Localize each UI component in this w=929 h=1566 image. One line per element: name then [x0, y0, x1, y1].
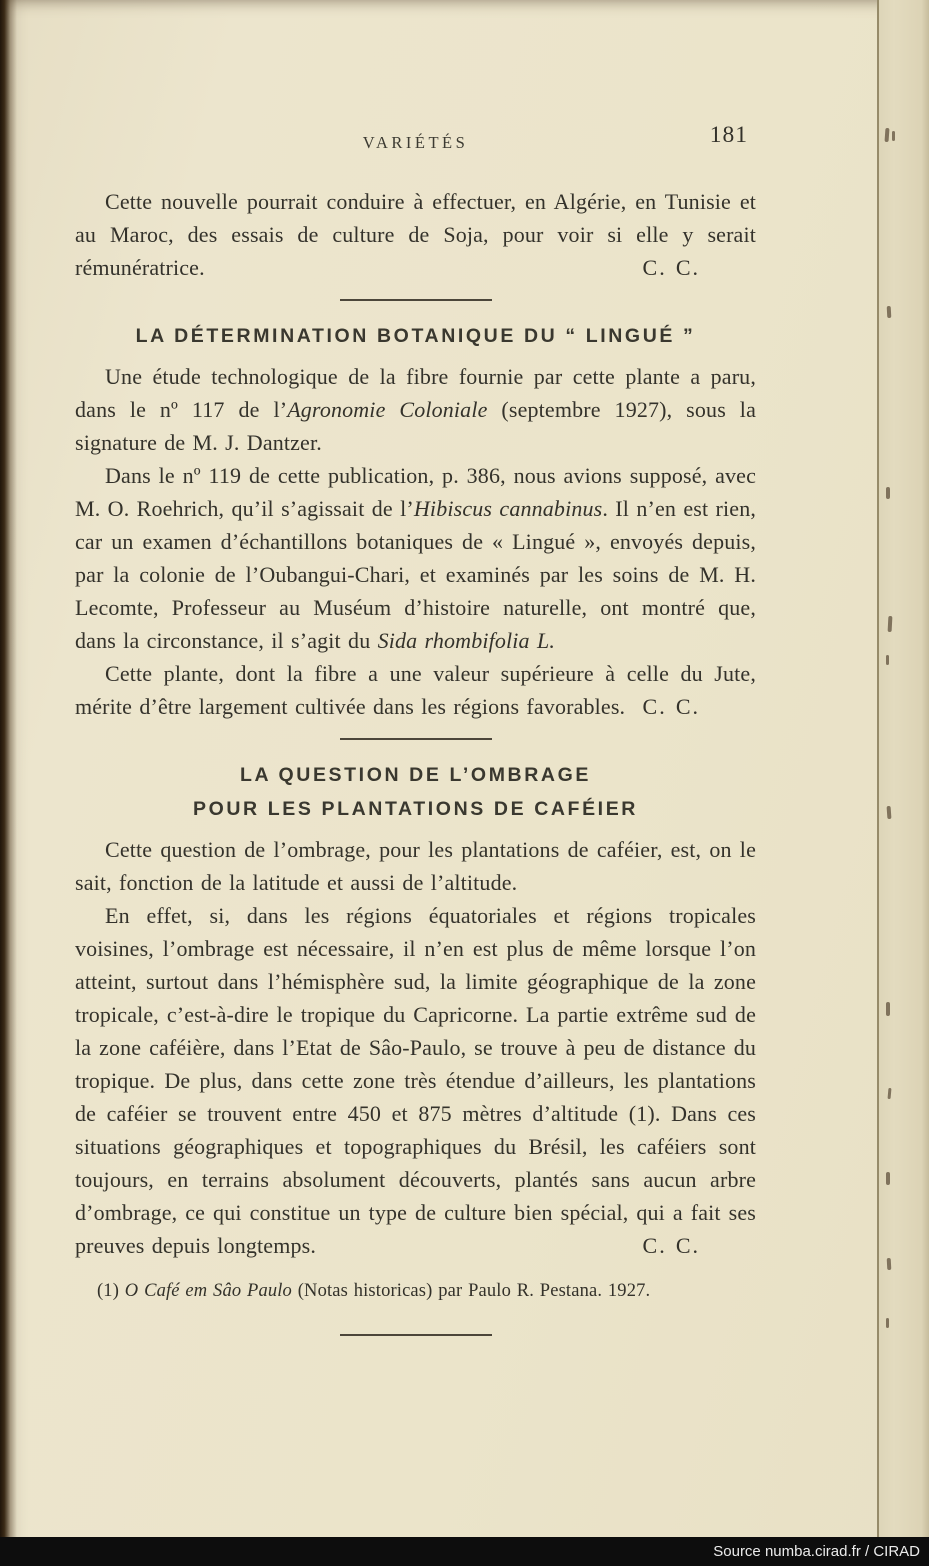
page-edge-mark — [887, 806, 892, 819]
species-name-italic: Hibiscus cannabinus — [413, 496, 603, 521]
paragraph-text: (septembre 1927), sous la signature de M. J. Dantzer. — [75, 397, 756, 455]
section-divider — [340, 299, 492, 301]
paragraph-text: Dans le nº 119 de cette publication, p. 386, nous avions supposé, avec M. O. Roehrich, qu’il s’agissait de l’ — [75, 463, 756, 521]
section-heading — [75, 758, 756, 826]
page-edge-strip — [877, 0, 929, 1537]
paragraph-text: En effet, si, dans les régions équatoriales et régions tropicales voisines, l’ombrage est nécessaire, il n’en est plus de même lorsque l’on atteint, surtout dans l’hémisphère sud, la limite géographique de la zone tropicale, c’est-à-dire le tropique du Capricorne. La partie extrême sud de la zone caféière, dans l’Etat de Sâo-Paulo, se trouve à peu de distance du tropique. De plus, dans cette zone très étendue d’ailleurs, les plantations de caféier se trouvent entre 450 et 875 mètres d’altitude (1). Dans ces situations géographiques et topographiques du Brésil, les caféiers sont toujours, en terrains absolument découverts, plantés sans aucun arbre d’ombrage, ce qui constitue un type de culture bien spécial, qui a fait ses preuves depuis longtemps. — [75, 903, 756, 1258]
paragraph — [75, 833, 756, 899]
footnote — [75, 1278, 756, 1304]
paragraph — [75, 459, 756, 657]
paragraph — [75, 185, 756, 284]
page-edge-mark — [892, 131, 895, 141]
paragraph — [75, 360, 756, 459]
footnote-marker: (1) — [97, 1281, 125, 1301]
book-gutter-shadow — [0, 0, 17, 1537]
author-initials: C. C. — [642, 255, 700, 280]
author-initials: C. C. — [642, 694, 700, 719]
page-edge-mark — [886, 1002, 890, 1016]
bottom-divider — [340, 1334, 492, 1336]
section-divider — [340, 738, 492, 740]
page-edge-mark — [887, 306, 892, 318]
species-name-italic: Sida rhombifolia L. — [377, 628, 555, 653]
paragraph-text: Une étude technologique de la fibre fournie par cette plante a paru, dans le nº 117 de l’ — [75, 364, 756, 422]
source-attribution: Source numba.cirad.fr / CIRAD — [713, 1543, 920, 1560]
section-heading: LA DÉTERMINATION BOTANIQUE DU “ LINGUÉ ” — [135, 325, 696, 347]
page-header — [75, 124, 756, 157]
page-number: 181 — [709, 122, 748, 148]
running-header: VARIÉTÉS — [362, 133, 469, 152]
page-edge-mark — [887, 1258, 892, 1270]
page-edge-mark — [885, 128, 890, 142]
paragraph — [75, 899, 756, 1262]
page-edge-mark — [886, 655, 889, 665]
heading-line: LA QUESTION DE L’OMBRAGE — [240, 764, 591, 786]
heading-line: POUR LES PLANTATIONS DE CAFÉIER — [193, 798, 638, 820]
author-initials: C. C. — [642, 1233, 700, 1258]
page-content — [75, 0, 756, 1350]
page-edge-mark — [888, 1088, 892, 1099]
footnote-text: (Notas historicas) par Paulo R. Pestana. 1927. — [291, 1281, 651, 1301]
page-edge-mark — [886, 1172, 890, 1185]
source-footer — [0, 1537, 929, 1566]
page-edge-mark — [888, 616, 893, 632]
paragraph-text: Cette nouvelle pourrait conduire à effectuer, en Algérie, en Tunisie et au Maroc, des essais de culture de Soja, pour voir si elle y serait rémunératrice. — [75, 189, 756, 280]
paragraph-text: Cette plante, dont la fibre a une valeur supérieure à celle du Jute, mérite d’être largement cultivée dans les régions favorables. — [75, 661, 756, 719]
page-edge-mark — [886, 487, 890, 499]
journal-title-italic: Agronomie Coloniale — [287, 397, 488, 422]
paragraph-text: Cette question de l’ombrage, pour les plantations de caféier, est, on le sait, fonction de la latitude et aussi de l’altitude. — [75, 837, 756, 895]
paragraph-text: . Il n’en est rien, car un examen d’échantillons botaniques de « Lingué », envoyés depuis, par la colonie de l’Oubangui-Chari, et examinés par les soins de M. H. Lecomte, Professeur au Muséum d’histoire naturelle, ont montré que, dans la circonstance, il s’agit du — [75, 496, 757, 653]
page-edge-mark — [886, 1318, 889, 1328]
paragraph — [75, 657, 756, 723]
book-title-italic: O Café em Sâo Paulo — [124, 1281, 292, 1301]
